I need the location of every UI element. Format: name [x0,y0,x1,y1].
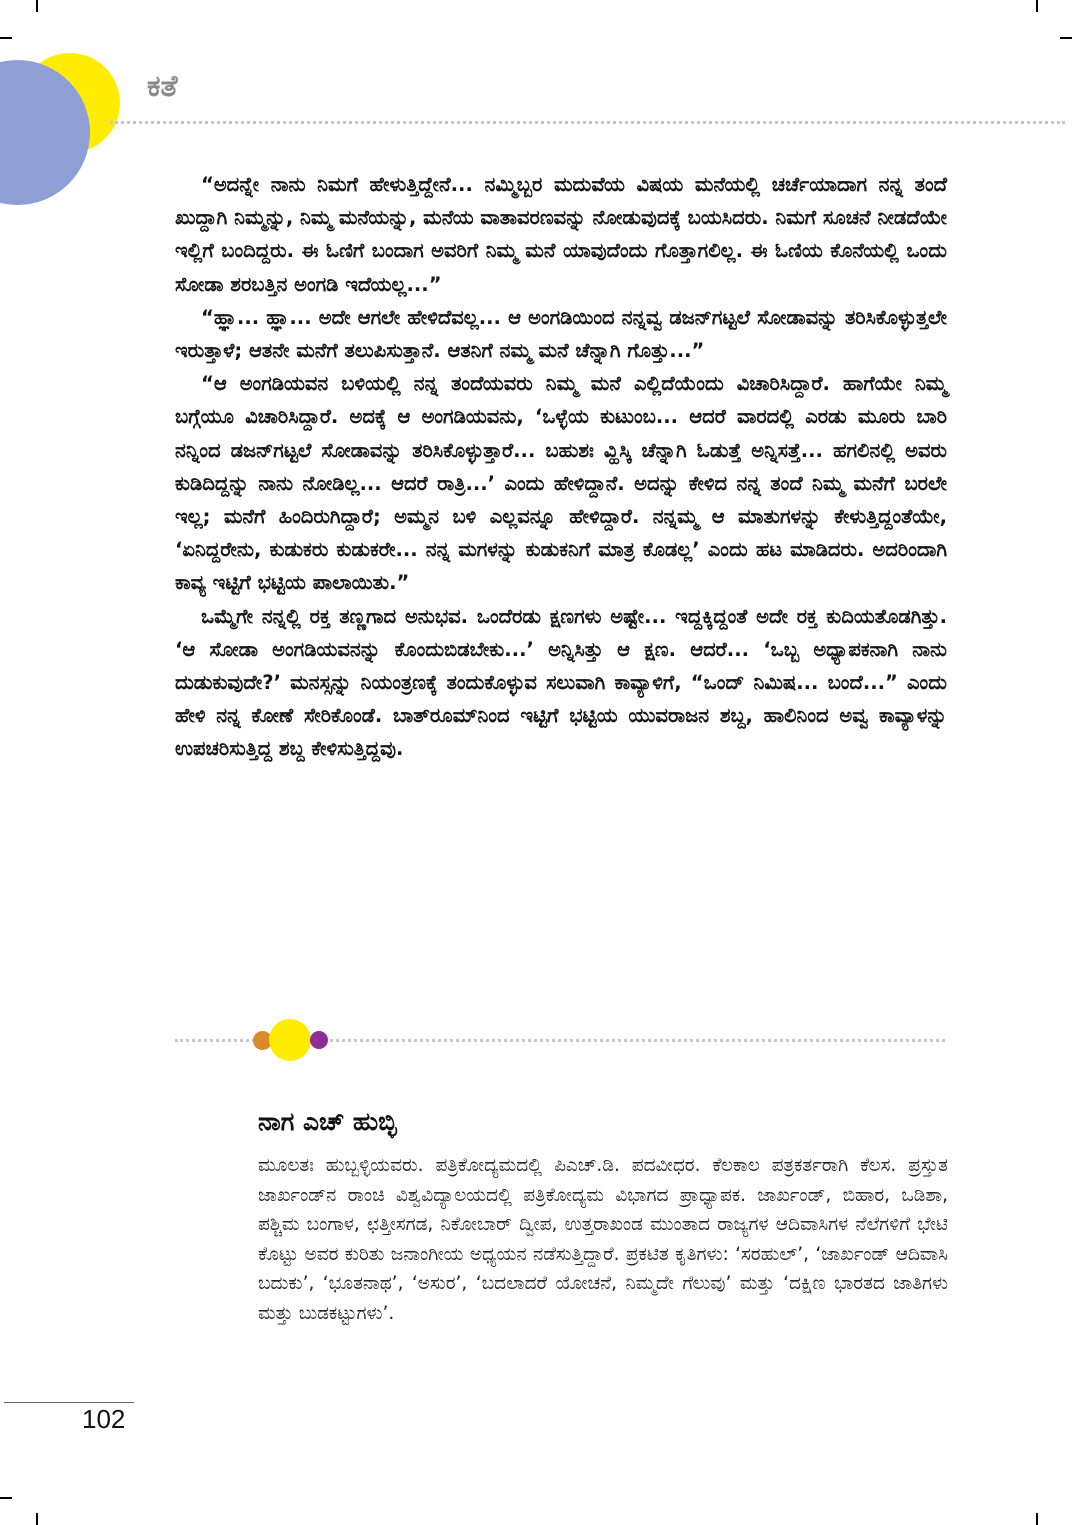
page-number-rule [4,1402,134,1403]
section-title: ಕತೆ [147,69,178,104]
crop-mark [1036,0,1038,12]
crop-mark [1036,1513,1038,1525]
divider-dot-yellow [269,1019,311,1061]
story-paragraph: “ಹ್ಞಾ... ಹ್ಞಾ... ಅದೇ ಆಗಲೇ ಹೇಳಿದೆವಲ್ಲ... ಆ ಅಂಗಡಿಯಿಂದ ನನ್ನವ್ವ ಡಜನ್‌ಗಟ್ಟಲೆ ಸೋಡಾವನ್ನು ತರಿಸಿಕೊಳ್ಳುತ್ತಲೇ ಇರುತ್ತಾಳೆ; ಆತನೇ ಮನೆಗೆ ತಲುಪಿಸುತ್ತಾನೆ. ಆತನಿಗೆ ನಮ್ಮ ಮನೆ ಚೆನ್ನಾಗಿ ಗೊತ್ತು...” [175,305,947,363]
story-paragraph: “ಅದನ್ನೇ ನಾನು ನಿಮಗೆ ಹೇಳುತ್ತಿದ್ದೇನೆ... ನಮ್ಮಿಬ್ಬರ ಮದುವೆಯ ವಿಷಯ ಮನೆಯಲ್ಲಿ ಚರ್ಚೆಯಾದಾಗ ನನ್ನ ತಂದೆ ಖುದ್ದಾಗಿ ನಿಮ್ಮನ್ನು, ನಿಮ್ಮ ಮನೆಯನ್ನು, ಮನೆಯ ವಾತಾವರಣವನ್ನು ನೋಡುವುದಕ್ಕೆ ಬಯಸಿದರು. ನಿಮಗೆ ಸೂಚನೆ ನೀಡದೆಯೇ ಇಲ್ಲಿಗೆ ಬಂದಿದ್ದರು. ಈ ಓಣಿಗೆ ಬಂದಾಗ ಅವರಿಗೆ ನಿಮ್ಮ ಮನೆ ಯಾವುದೆಂದು ಗೊತ್ತಾಗಲಿಲ್ಲ. ಈ ಓಣಿಯ ಕೊನೆಯಲ್ಲಿ ಒಂದು ಸೋಡಾ ಶರಬತ್ತಿನ ಅಂಗಡಿ ಇದೆಯಲ್ಲ...” [175,173,947,296]
page-number: 102 [82,1404,126,1434]
crop-mark [1060,37,1072,39]
story-body [175,168,947,766]
author-bio: ಮೂಲತಃ ಹುಬ್ಬಳ್ಳಿಯವರು. ಪತ್ರಿಕೋದ್ಯಮದಲ್ಲಿ ಪಿಎಚ್.ಡಿ. ಪದವೀಧರ. ಕೆಲಕಾಲ ಪತ್ರಕರ್ತರಾಗಿ ಕೆಲಸ. ಪ್ರಸ್ತುತ ಜಾರ್ಖಂಡ್‌ನ ರಾಂಚಿ ವಿಶ್ವವಿದ್ಯಾಲಯದಲ್ಲಿ ಪತ್ರಿಕೋದ್ಯಮ ವಿಭಾಗದ ಪ್ರಾಧ್ಯಾಪಕ. ಜಾರ್ಖಂಡ್, ಬಿಹಾರ, ಒಡಿಶಾ, ಪಶ್ಚಿಮ ಬಂಗಾಳ, ಛತ್ತೀಸಗಡ, ನಿಕೋಬಾರ್ ದ್ವೀಪ, ಉತ್ತರಾಖಂಡ ಮುಂತಾದ ರಾಜ್ಯಗಳ ಆದಿವಾಸಿಗಳ ನೆಲೆಗಳಿಗೆ ಭೇಟಿ ಕೊಟ್ಟು ಅವರ ಕುರಿತು ಜನಾಂಗೀಯ ಅಧ್ಯಯನ ನಡೆಸುತ್ತಿದ್ದಾರೆ. ಪ್ರಕಟಿತ ಕೃತಿಗಳು: ‘ಸರಹುಲ್’, ‘ಜಾರ್ಖಂಡ್ ಆದಿವಾಸಿ ಬದುಕು’, ‘ಭೂತನಾಥ’, ‘ಅಸುರ’, ‘ಬದಲಾದರೆ ಯೋಚನೆ, ನಿಮ್ಮದೇ ಗೆಲುವು’ ಮತ್ತು ‘ದಕ್ಷಿಣ ಭಾರತದ ಜಾತಿಗಳು ಮತ್ತು ಬುಡಕಟ್ಟುಗಳು’. [258,1155,948,1324]
crop-mark [0,1497,12,1499]
header-dotted-rule [110,121,1065,124]
author-name: ನಾಗ ಎಚ್‌ ಹುಬ್ಳಿ [258,1107,397,1136]
crop-mark [36,1513,38,1525]
crop-mark [0,37,12,39]
story-paragraph: “ಆ ಅಂಗಡಿಯವನ ಬಳಿಯಲ್ಲಿ ನನ್ನ ತಂದೆಯವರು ನಿಮ್ಮ ಮನೆ ಎಲ್ಲಿದೆಯೆಂದು ವಿಚಾರಿಸಿದ್ದಾರೆ. ಹಾಗೆಯೇ ನಿಮ್ಮ ಬಗ್ಗೆಯೂ ವಿಚಾರಿಸಿದ್ದಾರೆ. ಅದಕ್ಕೆ ಆ ಅಂಗಡಿಯವನು, ‘ಒಳ್ಳೆಯ ಕುಟುಂಬ... ಆದರೆ ವಾರದಲ್ಲಿ ಎರಡು ಮೂರು ಬಾರಿ ನನ್ನಿಂದ ಡಜನ್‌ಗಟ್ಟಲೆ ಸೋಡಾವನ್ನು ತರಿಸಿಕೊಳ್ಳುತ್ತಾರೆ... ಬಹುಶಃ ವ್ಹಿಸ್ಕಿ ಚೆನ್ನಾಗಿ ಓಡುತ್ತೆ ಅನ್ನಿಸತ್ತೆ... ಹಗಲಿನಲ್ಲಿ ಅವರು ಕುಡಿದಿದ್ದನ್ನು ನಾನು ನೋಡಿಲ್ಲ... ಆದರೆ ರಾತ್ರಿ...’ ಎಂದು ಹೇಳಿದ್ದಾನೆ. ಅದನ್ನು ಕೇಳಿದ ನನ್ನ ತಂದೆ ನಿಮ್ಮ ಮನೆಗೆ ಬರಲೇ ಇಲ್ಲ; ಮನೆಗೆ ಹಿಂದಿರುಗಿದ್ದಾರೆ; ಅಮ್ಮನ ಬಳಿ ಎಲ್ಲವನ್ನೂ ಹೇಳಿದ್ದಾರೆ. ನನ್ನಮ್ಮ ಆ ಮಾತುಗಳನ್ನು ಕೇಳುತ್ತಿದ್ದಂತೆಯೇ, ‘ಏನಿದ್ದರೇನು, ಕುಡುಕರು ಕುಡುಕರೇ... ನನ್ನ ಮಗಳನ್ನು ಕುಡುಕನಿಗೆ ಮಾತ್ರ ಕೊಡಲ್ಲ’ ಎಂದು ಹಟ ಮಾಡಿದರು. ಅದರಿಂದಾಗಿ ಕಾವ್ಯ ಇಟ್ಟಿಗೆ ಭಟ್ಟಿಯ ಪಾಲಾಯಿತು.” [175,372,947,595]
story-paragraph: ಒಮ್ಮೆಗೇ ನನ್ನಲ್ಲಿ ರಕ್ತ ತಣ್ಣಗಾದ ಅನುಭವ. ಒಂದೆರಡು ಕ್ಷಣಗಳು ಅಷ್ಟೇ... ಇದ್ದಕ್ಕಿದ್ದಂತೆ ಅದೇ ರಕ್ತ ಕುದಿಯತೊಡಗಿತ್ತು. ‘ಆ ಸೋಡಾ ಅಂಗಡಿಯವನನ್ನು ಕೊಂದುಬಿಡಬೇಕು...’ ಅನ್ನಿಸಿತ್ತು ಆ ಕ್ಷಣ. ಆದರೆ... ‘ಒಬ್ಬ ಅಧ್ಯಾಪಕನಾಗಿ ನಾನು ದುಡುಕುವುದೇ?’ ಮನಸ್ಸನ್ನು ನಿಯಂತ್ರಣಕ್ಕೆ ತಂದುಕೊಳ್ಳುವ ಸಲುವಾಗಿ ಕಾವ್ಯಾಳಿಗೆ, “ಒಂದ್ ನಿಮಿಷ... ಬಂದೆ...” ಎಂದು ಹೇಳಿ ನನ್ನ ಕೋಣೆ ಸೇರಿಕೊಂಡೆ. ಬಾತ್‌ರೂಮ್‌ನಿಂದ ಇಟ್ಟಿಗೆ ಭಟ್ಟಿಯ ಯುವರಾಜನ ಶಬ್ದ, ಹಾಲಿನಿಂದ ಅವ್ವ ಕಾವ್ಯಾಳನ್ನು ಉಪಚರಿಸುತ್ತಿದ್ದ ಶಬ್ದ ಕೇಳಿಸುತ್ತಿದ್ದವು. [175,604,947,761]
crop-mark [36,0,38,12]
divider-dot-purple [310,1031,328,1049]
